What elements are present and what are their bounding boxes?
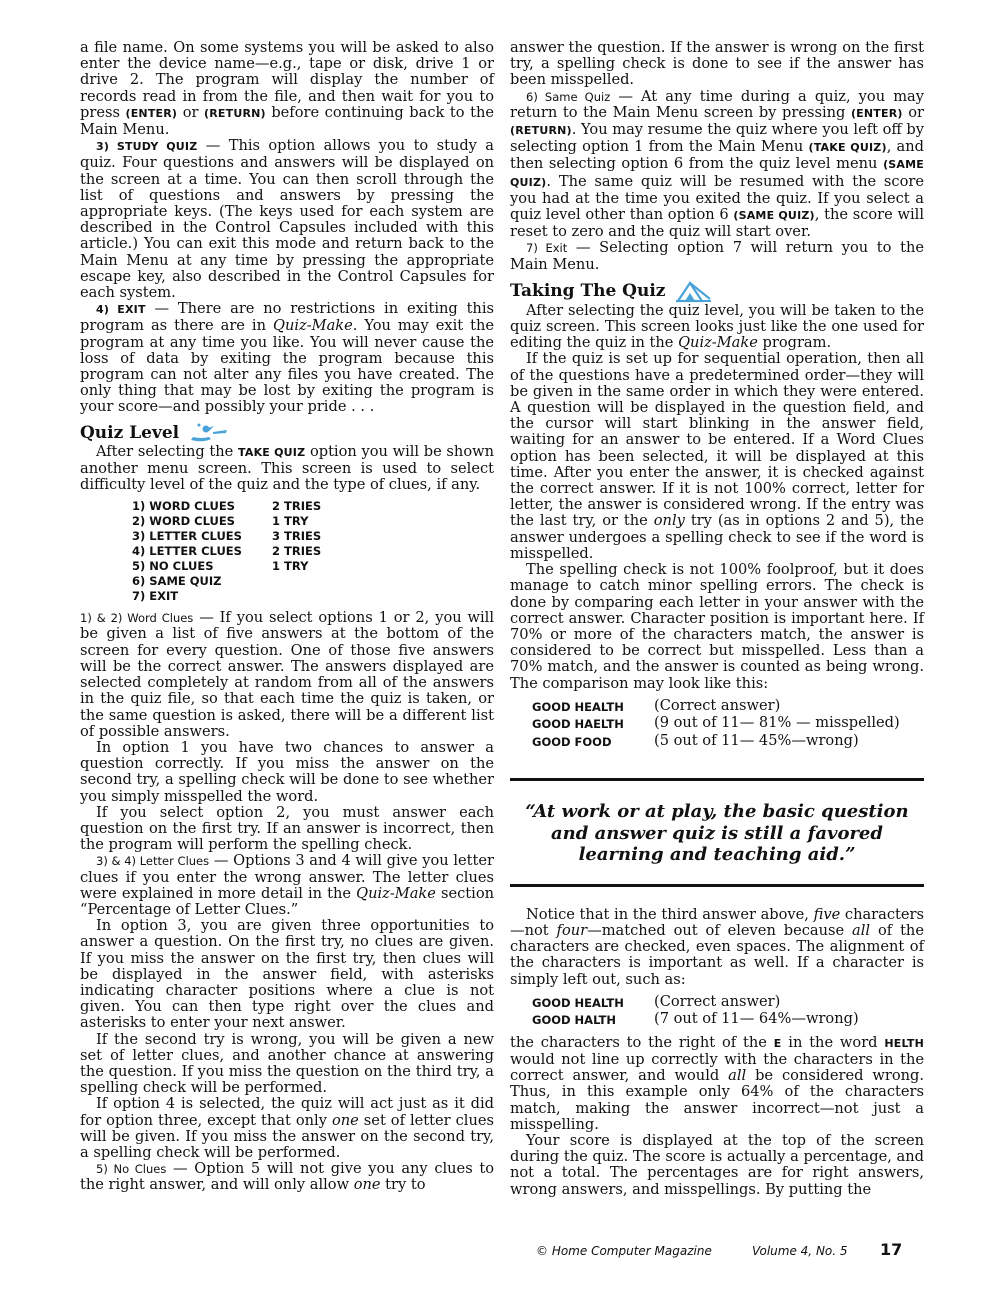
menu-item: 7) EXIT <box>132 589 179 604</box>
paragraph: In option 3, you are given three opportunities to answer a question. On the first try, no clues are given. If you miss the answer on the first try, then clues will be displayed in the answer field, with asterisks indicating character positions where a clue is not given. You can then type right over the clues and asterisks to enter your next answer. <box>80 917 494 1032</box>
quiz-level-menu <box>132 499 494 604</box>
paragraph: If option 4 is selected, the quiz will act just as it did for option three, except that only one set of letter clues will be given. If you miss the answer on the second try, a spelling check will be performed. <box>80 1095 495 1161</box>
menu-item: 5) NO CLUES 1 TRY <box>132 559 309 574</box>
duck-icon <box>189 422 229 444</box>
comparison-row: GOOD HEALTH (Correct answer) <box>532 696 781 714</box>
paragraph-exit: 4) EXIT — There are no restrictions in exiting this program as there are in Quiz-Make. You may exit the program at any time you like. You will never cause the loss of data by exiting the program because this program can not alter any files you have created. The only thing that may be lost by exiting the program is your score—and possibly your pride . . . <box>80 300 494 416</box>
comparison-table <box>532 994 924 1029</box>
tent-icon <box>675 279 713 303</box>
paragraph-same-quiz: 6) Same Quiz — At any time during a quiz, you may return to the Main Menu screen by pressing (ENTER) or (RETURN). You may resume the quiz where you left off by selecting option 1 from the Main Menu (TAKE QUIZ), and then selecting option 6 from the quiz level menu (SAME QUIZ). The same quiz will be resumed with the score you had at the time you exited the quiz. If you select a quiz level other than option 6 (SAME QUIZ), the score will reset to zero and the quiz will start over. <box>510 87 924 241</box>
paragraph: answer the question. If the answer is wrong on the first try, a spelling check is done to see if the answer has been misspelled. <box>510 39 924 89</box>
page-footer <box>536 1240 908 1259</box>
paragraph-exit: 7) Exit — Selecting option 7 will return you to the Main Menu. <box>510 239 924 273</box>
right-column <box>510 40 924 1198</box>
comparison-row: GOOD FOOD (5 out of 11— 45%—wrong) <box>532 731 859 749</box>
page-number: 17 <box>880 1240 903 1259</box>
comparison-row: GOOD HAELTH (9 out of 11— 81% — misspelled) <box>532 714 900 732</box>
paragraph: Your score is displayed at the top of the screen during the quiz. The score is actually a percentage, and not a total. The percentages are for right answers, wrong answers, and misspellings. By putting the <box>510 1131 924 1198</box>
comparison-row: GOOD HALTH (7 out of 11— 64%—wrong) <box>532 1010 859 1028</box>
paragraph: After selecting the quiz level, you will be taken to the quiz screen. This screen looks just like the one used for editing the quiz in the Quiz-Make program. <box>510 301 924 352</box>
menu-item: 2) WORD CLUES 1 TRY <box>132 514 309 529</box>
magazine-credit: © Home Computer Magazine <box>536 1244 712 1258</box>
paragraph-study-quiz: 3) STUDY QUIZ — This option allows you to study a quiz. Four questions and answers will be displayed on the screen at a time. You can then scroll through the list of questions and answers by pressing the appropriate keys. (The keys used for each system are described in the Control Capsules included with this article.) You can exit this mode and return back to the Main Menu at any time by pressing the appropriate escape key, also described in the Control Capsules for each system. <box>80 137 494 302</box>
menu-item: 6) SAME QUIZ <box>132 574 222 589</box>
heading-taking-the-quiz: Taking The Quiz <box>510 279 924 303</box>
menu-item: 1) WORD CLUES 2 TRIES <box>132 499 322 514</box>
paragraph: The spelling check is not 100% foolproof, but it does manage to catch minor spelling errors. The check is done by comparing each letter in your answer with the correct answer. Character position is important here. If 70% or more of the characters match, the answer is considered to be correct but misspelled. Less than a 70% match, and the answer is counted as being wrong. The comparison may look like this: <box>510 561 924 692</box>
paragraph: If you select option 2, you must answer each question on the first try. If an answer is incorrect, then the program will perform the spelling check. <box>80 803 494 854</box>
paragraph: After selecting the TAKE QUIZ option you will be shown another menu screen. This screen is used to select difficulty level of the quiz and the type of clues, if any. <box>80 442 495 494</box>
paragraph: If the second try is wrong, you will be given a new set of letter clues, and another chance at answering the question. If you miss the question on the third try, a spelling check will be performed. <box>80 1030 494 1097</box>
paragraph: Notice that in the third answer above, five characters—not four—matched out of eleven because all of the characters are checked, even spaces. The alignment of the characters is important as well. If a character is simply left out, such as: <box>510 905 924 988</box>
paragraph: If the quiz is set up for sequential operation, then all of the questions have a predetermined order—they will be given in the same order in which they were entered. A question will be displayed in the question field, and the cursor will start blinking in the answer field, waiting for an answer to be entered. If a Word Clues option has been selected, it will be displayed at this time. After you enter the answer, it is checked against the correct answer. If it is not 100% correct, letter for letter, the answer is considered wrong. If the entry was the last try, or the only try (as in options 2 and 5), the answer undergoes a spelling check to see if the word is misspelled. <box>510 350 924 562</box>
paragraph-word-clues: 1) & 2) Word Clues — If you select options 1 or 2, you will be given a list of five answers at the bottom of the screen for every question. One of those five answers will be the correct answer. The answers displayed are selected completely at random from all of the answers in the quiz file, so that each time the quiz is taken, or the same question is asked, there will be a different list of possible answers. <box>80 609 494 740</box>
paragraph-letter-clues: 3) & 4) Letter Clues — Options 3 and 4 will give you letter clues if you enter the wrong answer. The letter clues were explained in more detail in the Quiz-Make section “Percentage of Letter Clues.” <box>80 852 495 918</box>
menu-item: 4) LETTER CLUES 2 TRIES <box>132 544 322 559</box>
comparison-table <box>532 698 924 751</box>
paragraph: In option 1 you have two chances to answer a question correctly. If you miss the answer on the second try, a spelling check will be done to see whether you simply misspelled the word. <box>80 738 494 805</box>
paragraph: the characters to the right of the E in the word HELTH would not line up correctly with the characters in the correct answer, and would all be considered wrong. Thus, in this example only 64% of the characters match, making the answer incorrect—not just a misspelling. <box>510 1033 924 1133</box>
left-column <box>80 40 494 1194</box>
pull-quote: “At work or at play, the basic question and answer quiz is still a favored learning and teaching aid.” <box>510 778 924 887</box>
paragraph-no-clues: 5) No Clues — Option 5 will not give you any clues to the right answer, and will only allow one try to <box>80 1160 494 1194</box>
volume-number: Volume 4, No. 5 <box>752 1244 848 1258</box>
heading-quiz-level: Quiz Level <box>80 422 494 444</box>
paragraph: a file name. On some systems you will be asked to also enter the device name—e.g., tape or disk, drive 1 or drive 2. The program will display the number of records read in from the file, and then wait for you to press (ENTER) or (RETURN) before continuing back to the Main Menu. <box>80 39 494 139</box>
comparison-row: GOOD HEALTH (Correct answer) <box>532 992 781 1010</box>
menu-item: 3) LETTER CLUES 3 TRIES <box>132 529 322 544</box>
